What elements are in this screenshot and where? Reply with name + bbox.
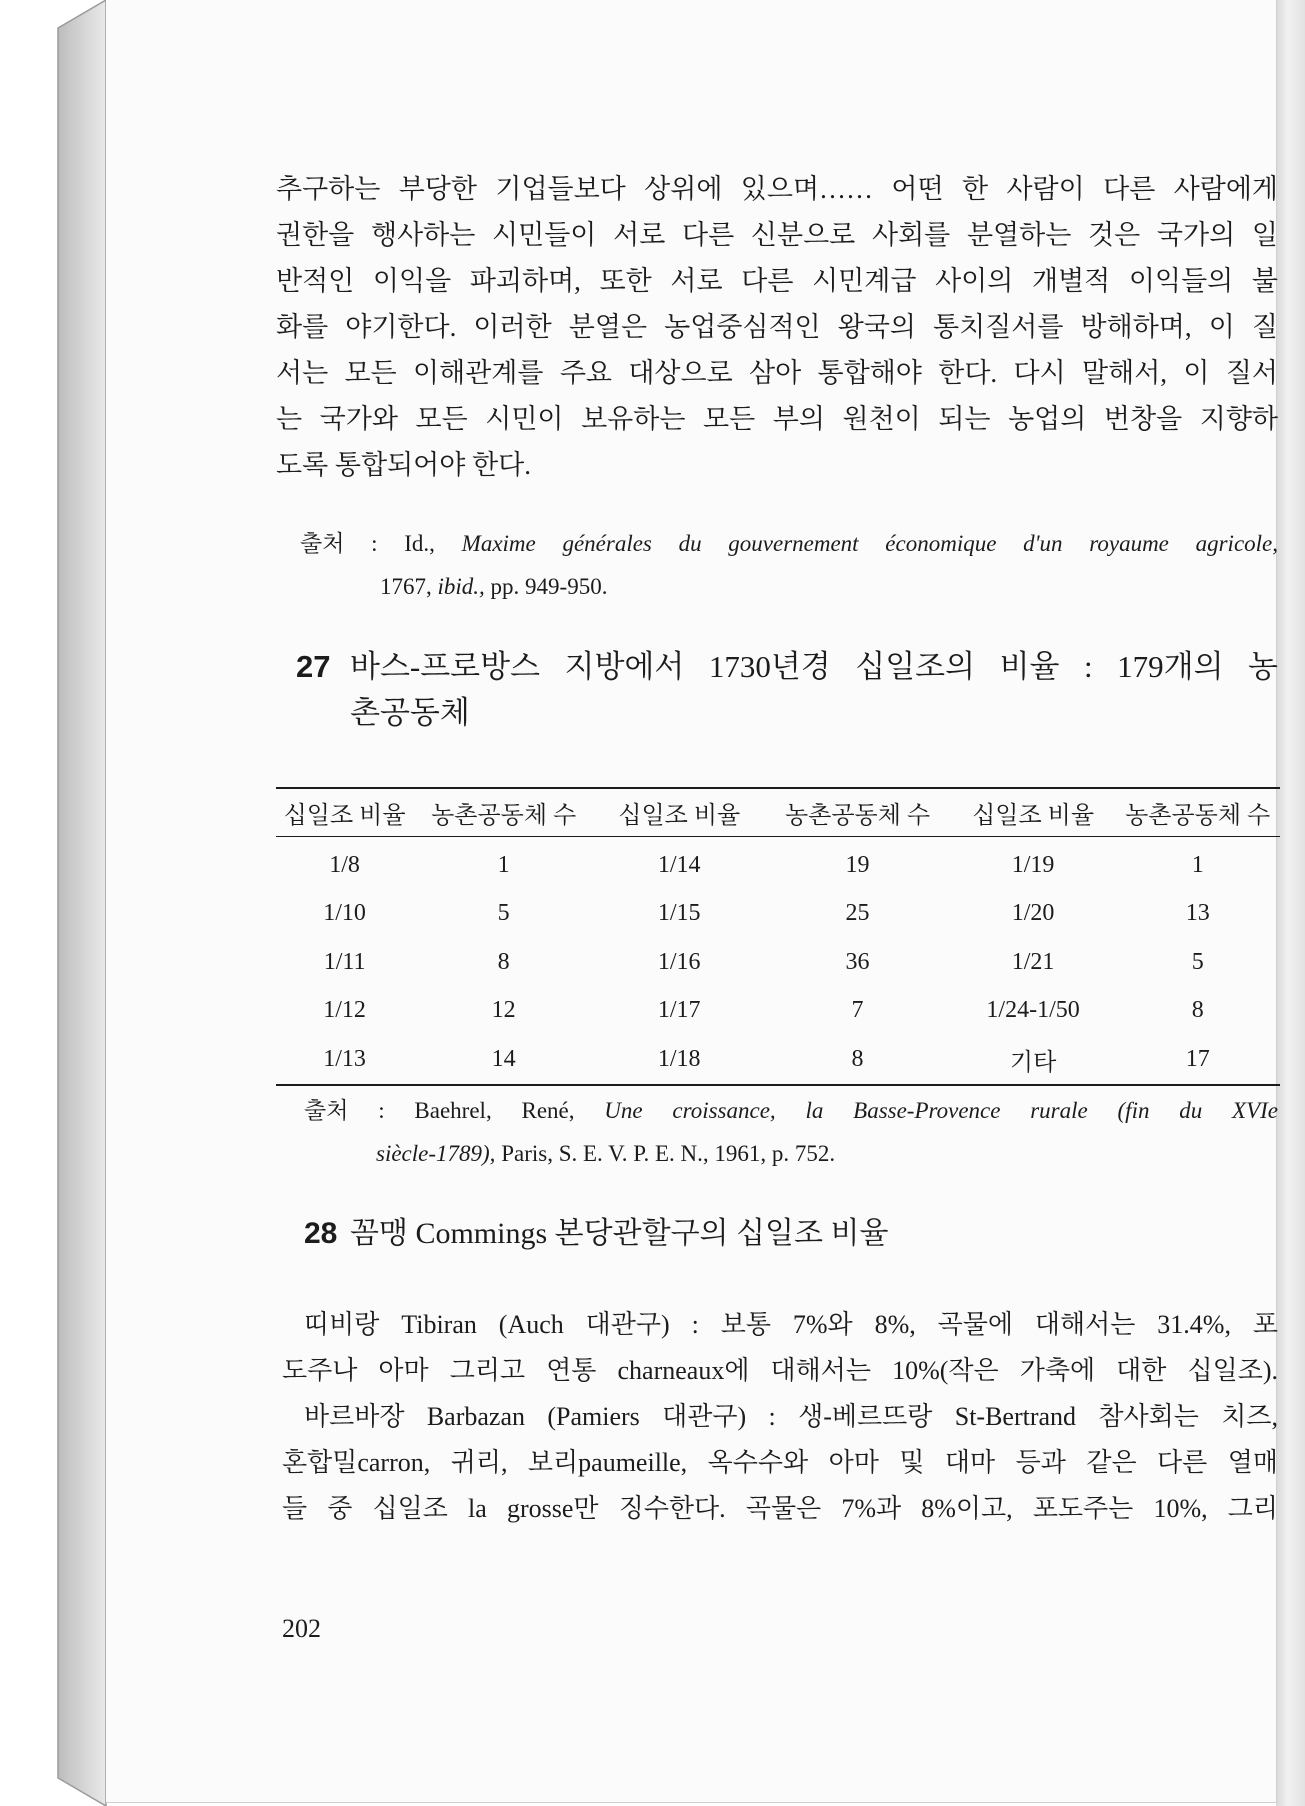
table-cell: 7 [851, 997, 864, 1024]
table-cell: 1/8 [329, 851, 360, 878]
table-cell: 14 [413, 1035, 594, 1085]
table-cell: 1/24-1/50 [986, 997, 1080, 1024]
column-header: 농촌공동체 수 [413, 788, 594, 837]
paragraph-line: 반적인 이익을 파괴하며, 또한 서로 다른 시민계급 사이의 개별적 이익들의 불 [276, 266, 1278, 296]
source-citation-1 [300, 522, 1278, 608]
table-cell: 1 [1191, 851, 1204, 878]
section-title: 바스-프로방스 지방에서 1730년경 십일조의 비율 : 179개의 농 [350, 649, 1278, 684]
source-title: Maxime générales du gouvernement économique d'un royaume agricole, [461, 531, 1278, 556]
paragraph-line: 바르바장 Barbazan (Pamiers 대관구) : 생-베르뜨랑 St-Bertrand 참사회는 치즈, [304, 1402, 1278, 1431]
table-cell: 1/15 [657, 900, 701, 927]
table-row [276, 837, 1280, 890]
column-header: 농촌공동체 수 [764, 788, 951, 837]
page-edge [1276, 0, 1305, 1806]
section-27-heading [296, 644, 1278, 736]
table-cell: 36 [845, 948, 870, 975]
source-line [300, 522, 1278, 565]
table-cell: 1 [497, 851, 510, 878]
paragraph-line: 추구하는 부당한 기업들보다 상위에 있으며…… 어떤 한 사람이 다른 사람에게 [276, 174, 1278, 204]
source-author: Id., [404, 531, 435, 556]
book-page [106, 0, 1277, 1803]
section-number: 27 [296, 649, 331, 684]
section-title: 꼼맹 Commings 본당관할구의 십일조 비율 [350, 1217, 889, 1250]
table-cell: 1/19 [1011, 851, 1055, 878]
table-cell: 12 [491, 997, 516, 1024]
page-number: 202 [282, 1614, 321, 1643]
tithe-rate-table [276, 787, 1280, 1086]
section-title-line [296, 644, 1278, 690]
column-header: 십일조 비율 [594, 788, 764, 837]
column-header: 농촌공동체 수 [1115, 788, 1280, 837]
source-title: Une croissance, la Basse-Provence rurale (fin du XVIe [604, 1098, 1279, 1123]
table-row [276, 890, 1280, 939]
book-spine [0, 0, 120, 1806]
table-cell: 5 [497, 900, 510, 927]
source-label: 출처 : [304, 1098, 385, 1123]
source-pages: pp. 949-950. [490, 574, 608, 599]
source-ibid: ibid., [437, 574, 485, 599]
table-row [276, 987, 1280, 1036]
table-cell: 1/13 [276, 1035, 413, 1085]
table-cell: 기타 [951, 1035, 1116, 1085]
source-label: 출처 : [300, 531, 378, 556]
table-cell: 1/12 [323, 997, 366, 1024]
table-cell: 19 [845, 851, 870, 878]
paragraph-line: 들 중 십일조 la grosse만 징수한다. 곡물은 7%과 8%이고, 포도주는 10%, 그리 [282, 1494, 1278, 1523]
paragraph-line: 도주나 아마 그리고 연통 charneaux에 대해서는 10%(작은 가축에 대한 십일조). [282, 1356, 1278, 1385]
table-cell: 13 [1185, 900, 1210, 927]
column-header: 십일조 비율 [951, 788, 1116, 837]
source-author: Baehrel, René, [414, 1098, 575, 1123]
source-title-cont: siècle-1789), [376, 1141, 496, 1166]
paragraph-line: 도록 통합되어야 한다. [276, 450, 531, 480]
source-year: 1767, [380, 574, 432, 599]
table-cell: 1/17 [657, 997, 701, 1024]
table-cell: 1/20 [1011, 900, 1055, 927]
table-cell: 8 [1191, 997, 1204, 1024]
column-header: 십일조 비율 [276, 788, 413, 837]
table-cell: 1/18 [594, 1035, 764, 1085]
paragraph-line: 화를 야기한다. 이러한 분열은 농업중심적인 왕국의 통치질서를 방해하며, 이 질 [276, 312, 1278, 342]
source-citation-2 [304, 1089, 1278, 1175]
table-cell: 1/14 [657, 851, 701, 878]
source-line [304, 1132, 1278, 1175]
table-cell: 17 [1115, 1035, 1280, 1085]
table-row [276, 1035, 1280, 1085]
paragraph-line: 권한을 행사하는 시민들이 서로 다른 신분으로 사회를 분열하는 것은 국가의 일 [276, 220, 1278, 250]
table-row [276, 938, 1280, 987]
paragraph-line: 서는 모든 이해관계를 주요 대상으로 삼아 통합해야 한다. 다시 말해서, 이 질서 [276, 358, 1278, 388]
section-title-line: 촌공동체 [350, 695, 470, 730]
paragraph-line: 띠비랑 Tibiran (Auch 대관구) : 보통 7%와 8%, 곡물에 대해서는 31.4%, 포 [304, 1310, 1278, 1339]
table-cell: 8 [497, 948, 510, 975]
table-cell: 8 [764, 1035, 951, 1085]
section-28-heading [304, 1211, 888, 1257]
table-header-row [276, 788, 1280, 837]
table-cell: 5 [1191, 948, 1204, 975]
table-cell: 1/10 [323, 900, 366, 927]
paragraph-line: 는 국가와 모든 시민이 보유하는 모든 부의 원천이 되는 농업의 번창을 지향하 [276, 404, 1278, 434]
source-line [300, 565, 1278, 608]
table-cell: 1/11 [323, 948, 366, 975]
section-28-paragraph [282, 1302, 1278, 1532]
paragraph-line: 혼합밀carron, 귀리, 보리paumeille, 옥수수와 아마 및 대마 등과 같은 다른 열매 [282, 1448, 1278, 1477]
table-cell: 1/21 [1011, 948, 1055, 975]
source-line [304, 1089, 1278, 1132]
table-cell: 1/16 [657, 948, 701, 975]
table-cell: 25 [845, 900, 870, 927]
source-publisher: Paris, S. E. V. P. E. N., 1961, p. 752. [501, 1141, 836, 1166]
intro-paragraph [276, 166, 1278, 488]
section-number: 28 [304, 1217, 338, 1250]
